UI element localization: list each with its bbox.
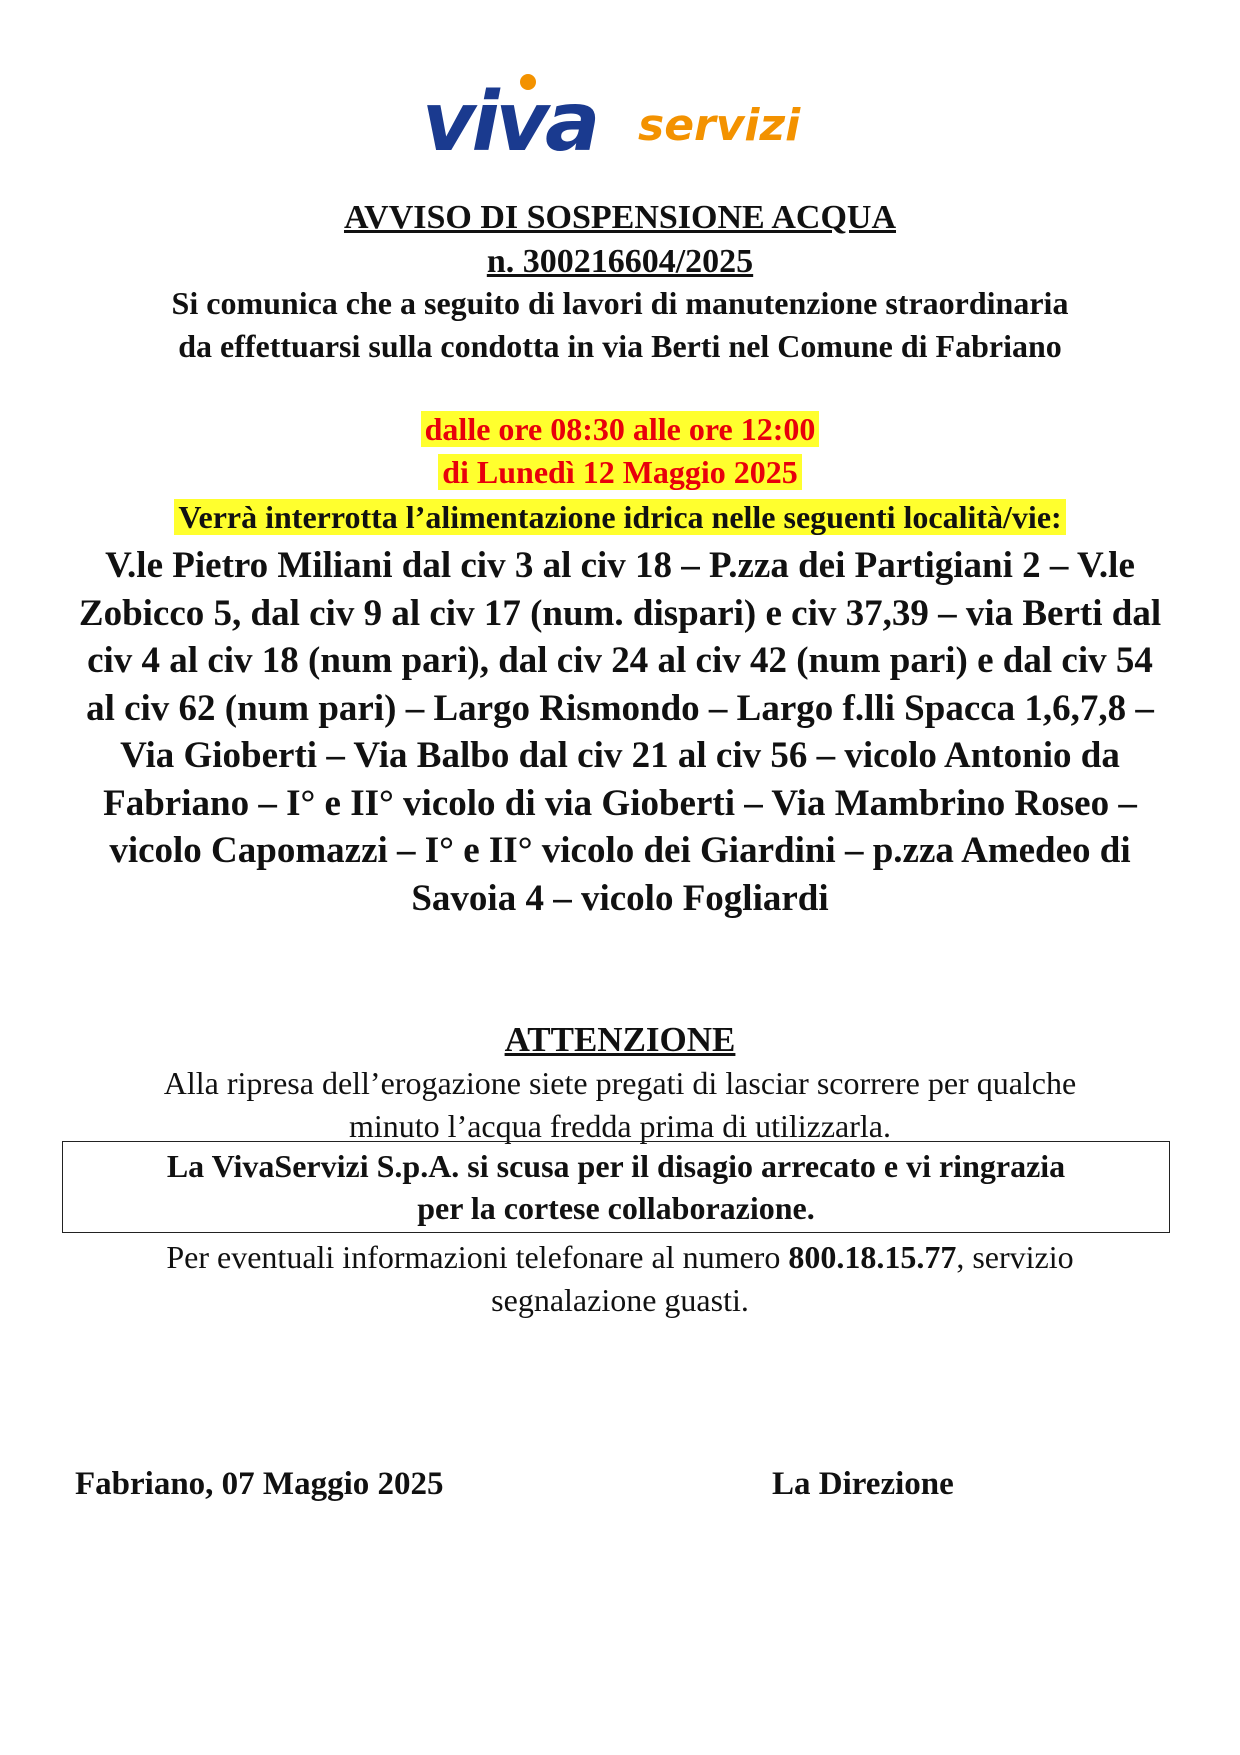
info-suffix-2: segnalazione guasti. [491, 1282, 749, 1318]
place-date: Fabriano, 07 Maggio 2025 [75, 1466, 444, 1502]
apology-box [62, 1141, 1170, 1233]
company-logo [0, 70, 1240, 180]
attention-text [60, 1062, 1180, 1148]
notice-title: AVVISO DI SOSPENSIONE ACQUA [343, 199, 897, 236]
suspension-time-block [60, 408, 1180, 494]
attention-line-2: minuto l’acqua fredda prima di utilizzarla. [349, 1108, 891, 1144]
affected-streets: V.le Pietro Miliani dal civ 3 al civ 18 – P.zza dei Partigiani 2 – V.le Zobicco 5, dal civ 9 al civ 17 (num. dispari) e civ 37,39 – via Berti dal civ 4 al civ 18 (num pari), dal civ 24 al civ 42 (num pari) e dal civ 54 al civ 62 (num pari) – Largo Rismondo – Largo f.lli Spacca 1,6,7,8 – Via Gioberti – Via Balbo dal civ 21 al civ 56 – vicolo Antonio da Fabriano – I° e II° vicolo di via Gioberti – Via Mambrino Roseo – vicolo Capomazzi – I° e II° vicolo dei Giardini – p.zza Amedeo di Savoia 4 – vicolo Fogliardi [78, 545, 1162, 919]
suspension-time: dalle ore 08:30 alle ore 12:00 [421, 411, 820, 447]
interruption-notice: Verrà interrotta l’alimentazione idrica nelle seguenti località/vie: [174, 499, 1065, 535]
interruption-block [60, 496, 1180, 539]
signature: La Direzione [772, 1466, 954, 1502]
logo-main-text: viva [422, 75, 597, 170]
phone-number: 800.18.15.77 [788, 1239, 957, 1275]
notice-title-block [60, 196, 1180, 284]
info-prefix: Per eventuali informazioni telefonare al numero [166, 1239, 781, 1275]
suspension-date: di Lunedì 12 Maggio 2025 [438, 454, 802, 490]
contact-info [60, 1236, 1180, 1322]
logo-sub-text: servizi [638, 100, 801, 151]
intro-line-2: da effettuarsi sulla condotta in via Berti nel Comune di Fabriano [178, 328, 1062, 364]
attention-line-1: Alla ripresa dell’erogazione siete pregati di lasciar scorrere per qualche [163, 1065, 1077, 1101]
apology-line-2: per la cortese collaborazione. [417, 1190, 815, 1226]
apology-line-1: La VivaServizi S.p.A. si scusa per il disagio arrecato e vi ringrazia [166, 1148, 1066, 1184]
viva-servizi-logo [410, 70, 830, 180]
notice-number: n. 300216604/2025 [486, 243, 754, 280]
intro-line-1: Si comunica che a seguito di lavori di manutenzione straordinaria [171, 285, 1069, 321]
info-suffix: , servizio [956, 1239, 1074, 1275]
attention-title: ATTENZIONE [504, 1020, 736, 1059]
notice-intro [60, 282, 1180, 368]
